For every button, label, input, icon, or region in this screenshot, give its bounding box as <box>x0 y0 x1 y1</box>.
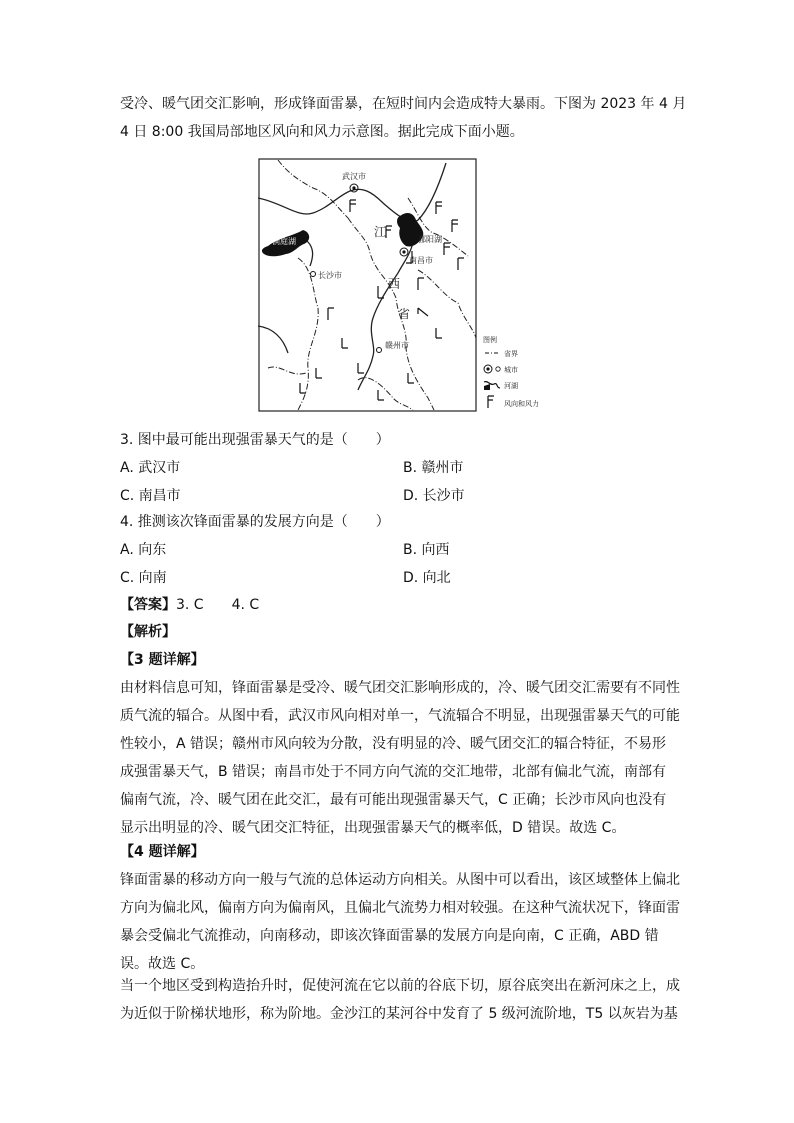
label-poyang: 鄱阳湖 <box>418 235 442 244</box>
label-wuhan: 武汉市 <box>342 172 366 181</box>
wind-map <box>258 158 558 414</box>
q3-detail-label: 【3 题详解】 <box>120 652 205 668</box>
q4-option-a: A. 向东 <box>120 542 167 558</box>
q4-detail-label: 【4 题详解】 <box>120 844 205 860</box>
legend-boundary: 省界 <box>504 350 518 358</box>
q3-option-d: D. 长沙市 <box>403 488 465 504</box>
q3-option-c: C. 南昌市 <box>120 488 181 504</box>
intro-line-1: 受冷、暖气团交汇影响，形成锋面雷暴，在短时间内会造成特大暴雨。下图为 2023 年 4 月 <box>120 96 687 112</box>
answer-line <box>120 595 259 615</box>
answer-value: 3. C 4. C <box>176 597 260 613</box>
q3-stem: 3. 图中最可能出现强雷暴天气的是（ ） <box>120 432 390 448</box>
answer-label: 【答案】 <box>120 597 176 613</box>
q3-option-a: A. 武汉市 <box>120 460 181 476</box>
province-char-3: 省 <box>398 307 411 321</box>
next-passage-text: 当一个地区受到构造抬升时，促使河流在它以前的谷底下切，原谷底突出在新河床之上，成为近似于阶梯状地形，称为阶地。金沙江的某河谷中发育了 5 级河流阶地，T5 以灰岩为基 <box>120 978 680 1022</box>
q3-detail-text: 由材料信息可知，锋面雷暴是受冷、暖气团交汇影响形成的，冷、暖气团交汇需要有不同性质气流的辐合。从图中看，武汉市风向相对单一，气流辐合不明显，出现强雷暴天气的可能性较小，A 错误；赣州市风向较为分散，没有明显的冷、暖气团交汇的辐合特征，不易形成强雷暴天气，B 错误；南昌市处于不同方向气流的交汇地带，北部有偏北气流，南部有偏南气流，冷、暖气团在此交汇，最有可能出现强雷暴天气，C 正确；长沙市风向也没有显示出明显的冷、暖气团交汇特征，出现强雷暴天气的概率低，D 错误。故选 C。 <box>120 680 680 836</box>
intro-line-2: 4 日 8:00 我国局部地区风向和风力示意图。据此完成下面小题。 <box>120 124 524 140</box>
legend-wind-icon <box>488 396 494 408</box>
q4-detail-text: 锋面雷暴的移动方向一般与气流的总体运动方向相关。从图中可以看出，该区域整体上偏北方向为偏北风，偏南方向为偏南风，且偏北气流势力相对较强。在这种气流状况下，锋面雷暴会受偏北气流推动，向南移动，即该次锋面雷暴的发展方向是向南，C 正确，ABD 错误。故选 C。 <box>120 872 680 972</box>
q4-option-c: C. 向南 <box>120 570 167 586</box>
label-nanchang: 南昌市 <box>409 256 433 265</box>
q4-option-b: B. 向西 <box>403 542 450 558</box>
province-char-1: 江 <box>374 225 387 239</box>
legend-city: 城市 <box>504 366 518 374</box>
label-dongting: 洞庭湖 <box>272 237 296 246</box>
q3-option-b: B. 赣州市 <box>403 460 464 476</box>
province-char-2: 西 <box>388 277 401 291</box>
legend-title: 图例 <box>483 336 497 344</box>
legend-wind: 风向和风力 <box>504 400 539 408</box>
label-changsha: 长沙市 <box>318 271 342 280</box>
label-ganzhou: 赣州市 <box>385 341 409 350</box>
legend-river: 河湖 <box>504 382 518 390</box>
q4-option-d: D. 向北 <box>403 570 451 586</box>
map-legend <box>483 335 539 408</box>
q4-stem: 4. 推测该次锋面雷暴的发展方向是（ ） <box>120 514 390 530</box>
analysis-label: 【解析】 <box>120 624 176 640</box>
